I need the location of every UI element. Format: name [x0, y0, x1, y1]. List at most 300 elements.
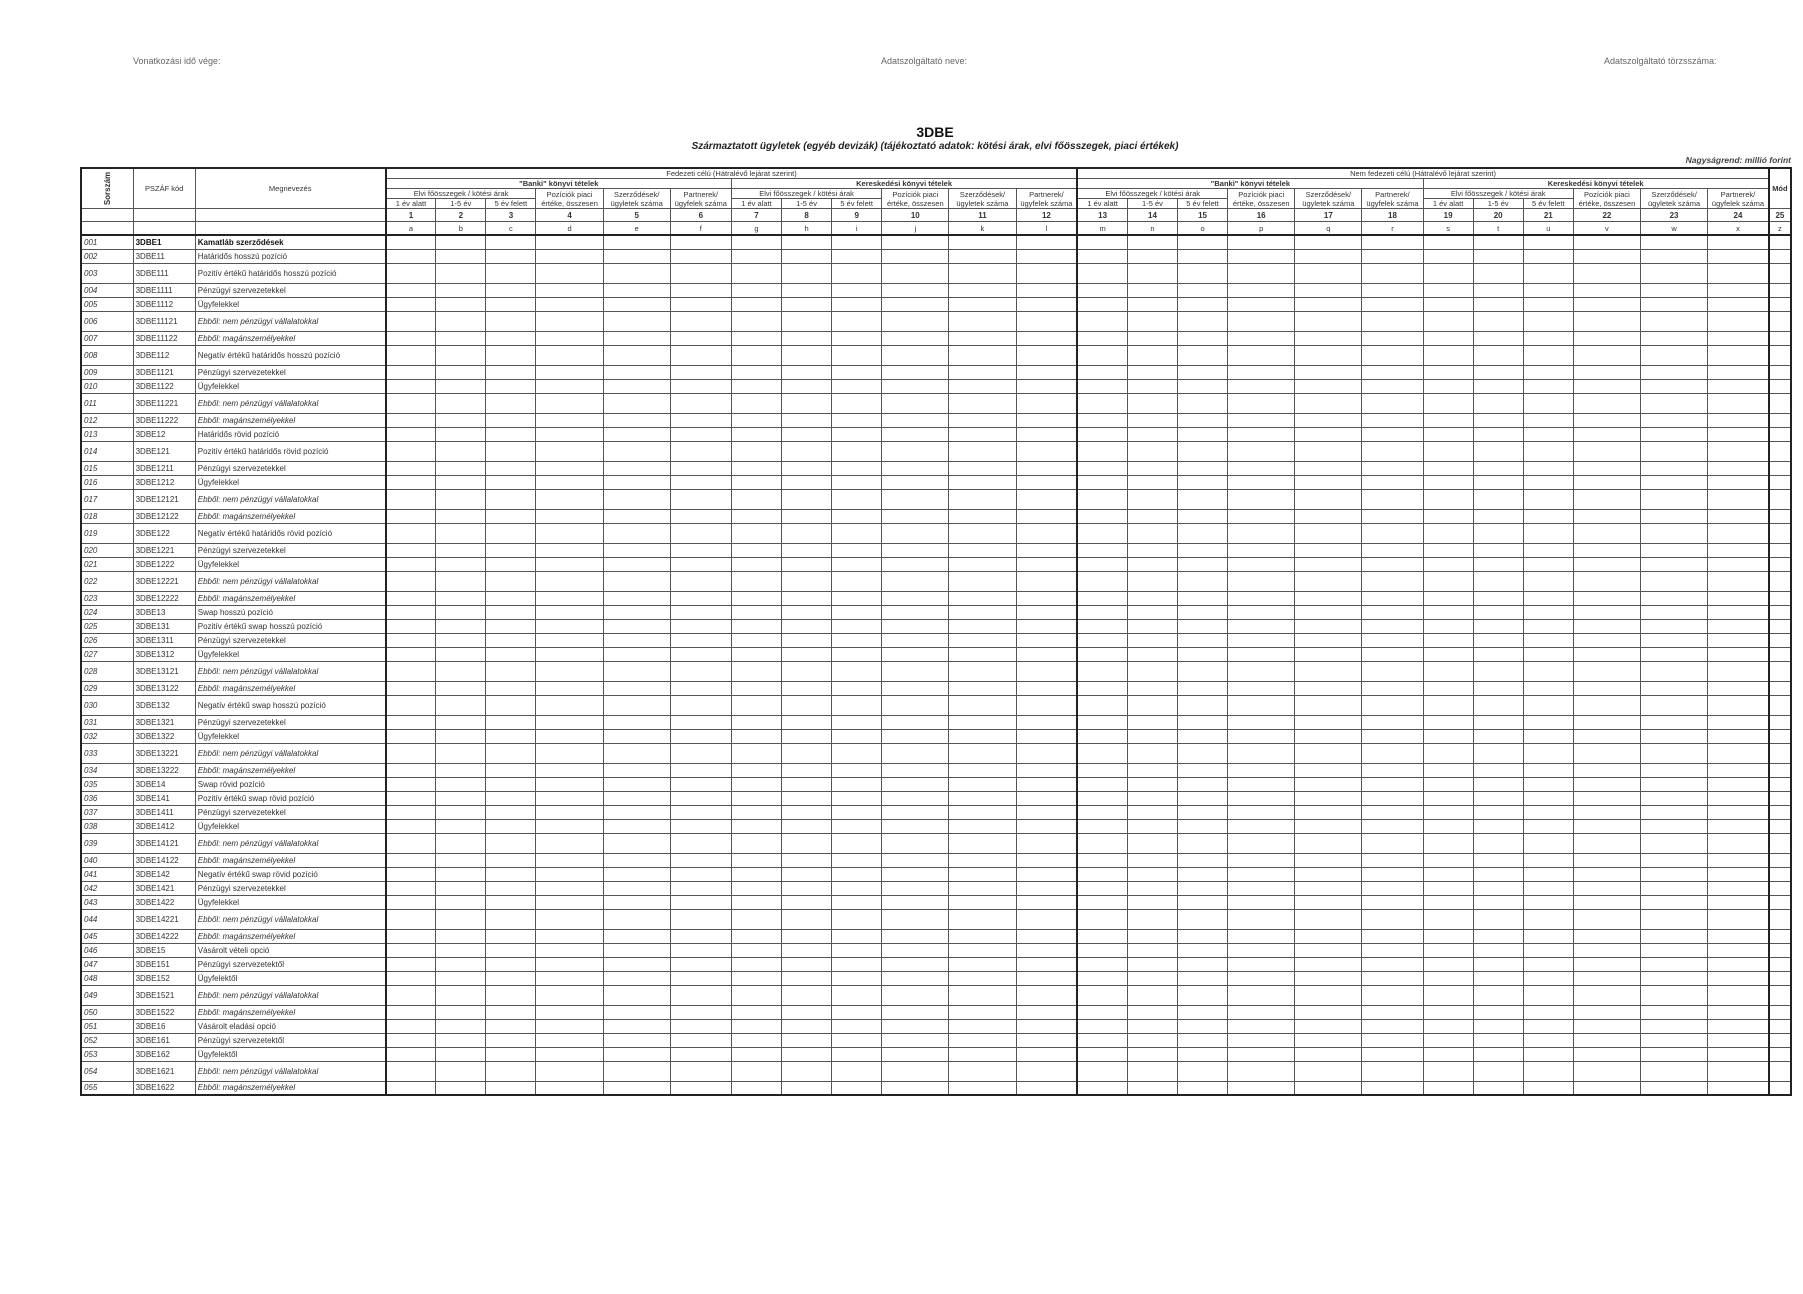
data-cell[interactable]	[1178, 489, 1228, 509]
data-cell[interactable]	[1178, 557, 1228, 571]
data-cell[interactable]	[731, 365, 781, 379]
data-cell[interactable]	[386, 1019, 436, 1033]
data-cell[interactable]	[1708, 957, 1769, 971]
data-cell[interactable]	[1473, 249, 1523, 263]
data-cell[interactable]	[536, 249, 603, 263]
data-cell[interactable]	[603, 543, 670, 557]
data-cell[interactable]	[670, 249, 731, 263]
data-cell[interactable]	[603, 681, 670, 695]
data-cell[interactable]	[1473, 729, 1523, 743]
data-cell[interactable]	[882, 413, 949, 427]
data-cell[interactable]	[1523, 249, 1573, 263]
data-cell[interactable]	[882, 393, 949, 413]
data-cell[interactable]	[882, 867, 949, 881]
data-cell[interactable]	[1641, 881, 1708, 895]
data-cell[interactable]	[949, 311, 1016, 331]
data-cell[interactable]	[436, 571, 486, 591]
data-cell[interactable]	[1423, 833, 1473, 853]
data-cell[interactable]	[1228, 895, 1295, 909]
data-cell[interactable]	[1523, 985, 1573, 1005]
data-cell[interactable]	[603, 763, 670, 777]
data-cell[interactable]	[1641, 763, 1708, 777]
data-cell[interactable]	[1228, 715, 1295, 729]
data-cell[interactable]	[1228, 881, 1295, 895]
data-cell[interactable]	[486, 1081, 536, 1095]
data-cell[interactable]	[603, 661, 670, 681]
data-cell[interactable]	[1473, 819, 1523, 833]
data-cell[interactable]	[1769, 661, 1791, 681]
data-cell[interactable]	[1641, 929, 1708, 943]
data-cell[interactable]	[1641, 647, 1708, 661]
data-cell[interactable]	[603, 365, 670, 379]
data-cell[interactable]	[949, 475, 1016, 489]
data-cell[interactable]	[782, 365, 832, 379]
data-cell[interactable]	[1178, 379, 1228, 393]
data-cell[interactable]	[536, 929, 603, 943]
data-cell[interactable]	[1708, 971, 1769, 985]
data-cell[interactable]	[1127, 1033, 1177, 1047]
data-cell[interactable]	[1423, 523, 1473, 543]
data-cell[interactable]	[536, 715, 603, 729]
data-cell[interactable]	[1295, 819, 1362, 833]
data-cell[interactable]	[386, 427, 436, 441]
data-cell[interactable]	[1473, 461, 1523, 475]
data-cell[interactable]	[731, 619, 781, 633]
data-cell[interactable]	[1708, 791, 1769, 805]
data-cell[interactable]	[1362, 619, 1423, 633]
data-cell[interactable]	[1127, 379, 1177, 393]
data-cell[interactable]	[1295, 763, 1362, 777]
data-cell[interactable]	[1573, 365, 1640, 379]
data-cell[interactable]	[670, 543, 731, 557]
data-cell[interactable]	[603, 1047, 670, 1061]
data-cell[interactable]	[1708, 263, 1769, 283]
data-cell[interactable]	[1423, 249, 1473, 263]
data-cell[interactable]	[1573, 441, 1640, 461]
data-cell[interactable]	[832, 661, 882, 681]
data-cell[interactable]	[1473, 633, 1523, 647]
data-cell[interactable]	[670, 523, 731, 543]
data-cell[interactable]	[1295, 661, 1362, 681]
data-cell[interactable]	[1641, 619, 1708, 633]
data-cell[interactable]	[782, 777, 832, 791]
data-cell[interactable]	[1523, 263, 1573, 283]
data-cell[interactable]	[1641, 489, 1708, 509]
data-cell[interactable]	[782, 633, 832, 647]
data-cell[interactable]	[1473, 557, 1523, 571]
data-cell[interactable]	[436, 235, 486, 249]
data-cell[interactable]	[1127, 263, 1177, 283]
data-cell[interactable]	[1423, 331, 1473, 345]
data-cell[interactable]	[536, 263, 603, 283]
data-cell[interactable]	[1362, 523, 1423, 543]
data-cell[interactable]	[949, 661, 1016, 681]
data-cell[interactable]	[1769, 791, 1791, 805]
data-cell[interactable]	[603, 441, 670, 461]
data-cell[interactable]	[1362, 867, 1423, 881]
data-cell[interactable]	[386, 461, 436, 475]
data-cell[interactable]	[1573, 985, 1640, 1005]
data-cell[interactable]	[949, 1047, 1016, 1061]
data-cell[interactable]	[1473, 805, 1523, 819]
data-cell[interactable]	[603, 461, 670, 475]
data-cell[interactable]	[1423, 619, 1473, 633]
data-cell[interactable]	[1127, 605, 1177, 619]
data-cell[interactable]	[603, 427, 670, 441]
data-cell[interactable]	[1295, 475, 1362, 489]
data-cell[interactable]	[1228, 867, 1295, 881]
data-cell[interactable]	[1295, 909, 1362, 929]
data-cell[interactable]	[832, 895, 882, 909]
data-cell[interactable]	[949, 633, 1016, 647]
data-cell[interactable]	[1016, 819, 1077, 833]
data-cell[interactable]	[1523, 777, 1573, 791]
data-cell[interactable]	[1473, 379, 1523, 393]
data-cell[interactable]	[1641, 297, 1708, 311]
data-cell[interactable]	[1641, 393, 1708, 413]
data-cell[interactable]	[603, 743, 670, 763]
data-cell[interactable]	[1127, 763, 1177, 777]
data-cell[interactable]	[670, 1081, 731, 1095]
data-cell[interactable]	[536, 805, 603, 819]
data-cell[interactable]	[1641, 311, 1708, 331]
data-cell[interactable]	[436, 249, 486, 263]
data-cell[interactable]	[386, 331, 436, 345]
data-cell[interactable]	[949, 365, 1016, 379]
data-cell[interactable]	[1641, 833, 1708, 853]
data-cell[interactable]	[486, 523, 536, 543]
data-cell[interactable]	[731, 661, 781, 681]
data-cell[interactable]	[1016, 833, 1077, 853]
data-cell[interactable]	[1127, 441, 1177, 461]
data-cell[interactable]	[1423, 943, 1473, 957]
data-cell[interactable]	[782, 461, 832, 475]
data-cell[interactable]	[782, 1081, 832, 1095]
data-cell[interactable]	[603, 297, 670, 311]
data-cell[interactable]	[436, 1081, 486, 1095]
data-cell[interactable]	[386, 1005, 436, 1019]
data-cell[interactable]	[1769, 605, 1791, 619]
data-cell[interactable]	[731, 853, 781, 867]
data-cell[interactable]	[832, 1019, 882, 1033]
data-cell[interactable]	[1295, 647, 1362, 661]
data-cell[interactable]	[1523, 393, 1573, 413]
data-cell[interactable]	[1362, 591, 1423, 605]
data-cell[interactable]	[882, 743, 949, 763]
data-cell[interactable]	[670, 413, 731, 427]
data-cell[interactable]	[832, 235, 882, 249]
data-cell[interactable]	[536, 661, 603, 681]
data-cell[interactable]	[1362, 729, 1423, 743]
data-cell[interactable]	[1473, 441, 1523, 461]
data-cell[interactable]	[882, 591, 949, 605]
data-cell[interactable]	[1473, 971, 1523, 985]
data-cell[interactable]	[1641, 1033, 1708, 1047]
data-cell[interactable]	[1016, 543, 1077, 557]
data-cell[interactable]	[1228, 331, 1295, 345]
data-cell[interactable]	[603, 345, 670, 365]
data-cell[interactable]	[1473, 331, 1523, 345]
data-cell[interactable]	[782, 297, 832, 311]
data-cell[interactable]	[436, 605, 486, 619]
data-cell[interactable]	[1423, 763, 1473, 777]
data-cell[interactable]	[1127, 985, 1177, 1005]
data-cell[interactable]	[882, 805, 949, 819]
data-cell[interactable]	[1077, 523, 1127, 543]
data-cell[interactable]	[782, 763, 832, 777]
data-cell[interactable]	[1641, 715, 1708, 729]
data-cell[interactable]	[1016, 805, 1077, 819]
data-cell[interactable]	[1573, 311, 1640, 331]
data-cell[interactable]	[436, 867, 486, 881]
data-cell[interactable]	[1473, 283, 1523, 297]
data-cell[interactable]	[731, 681, 781, 695]
data-cell[interactable]	[731, 441, 781, 461]
data-cell[interactable]	[1016, 489, 1077, 509]
data-cell[interactable]	[1523, 365, 1573, 379]
data-cell[interactable]	[1127, 1005, 1177, 1019]
data-cell[interactable]	[1178, 743, 1228, 763]
data-cell[interactable]	[1423, 853, 1473, 867]
data-cell[interactable]	[782, 619, 832, 633]
data-cell[interactable]	[603, 605, 670, 619]
data-cell[interactable]	[1127, 591, 1177, 605]
data-cell[interactable]	[1423, 1019, 1473, 1033]
data-cell[interactable]	[782, 379, 832, 393]
data-cell[interactable]	[782, 543, 832, 557]
data-cell[interactable]	[1178, 345, 1228, 365]
data-cell[interactable]	[1473, 605, 1523, 619]
data-cell[interactable]	[1362, 929, 1423, 943]
data-cell[interactable]	[386, 715, 436, 729]
data-cell[interactable]	[731, 489, 781, 509]
data-cell[interactable]	[1523, 413, 1573, 427]
data-cell[interactable]	[1016, 1047, 1077, 1061]
data-cell[interactable]	[536, 557, 603, 571]
data-cell[interactable]	[670, 263, 731, 283]
data-cell[interactable]	[1178, 283, 1228, 297]
data-cell[interactable]	[536, 543, 603, 557]
data-cell[interactable]	[1016, 777, 1077, 791]
data-cell[interactable]	[782, 441, 832, 461]
data-cell[interactable]	[1573, 1047, 1640, 1061]
data-cell[interactable]	[1127, 509, 1177, 523]
data-cell[interactable]	[386, 543, 436, 557]
data-cell[interactable]	[670, 1047, 731, 1061]
data-cell[interactable]	[782, 591, 832, 605]
data-cell[interactable]	[1708, 819, 1769, 833]
data-cell[interactable]	[1016, 475, 1077, 489]
data-cell[interactable]	[1178, 881, 1228, 895]
data-cell[interactable]	[1769, 681, 1791, 695]
data-cell[interactable]	[1769, 943, 1791, 957]
data-cell[interactable]	[670, 985, 731, 1005]
data-cell[interactable]	[1641, 605, 1708, 619]
data-cell[interactable]	[832, 297, 882, 311]
data-cell[interactable]	[486, 297, 536, 311]
data-cell[interactable]	[949, 695, 1016, 715]
data-cell[interactable]	[1641, 743, 1708, 763]
data-cell[interactable]	[1127, 523, 1177, 543]
data-cell[interactable]	[603, 1033, 670, 1047]
data-cell[interactable]	[1127, 557, 1177, 571]
data-cell[interactable]	[1016, 311, 1077, 331]
data-cell[interactable]	[782, 1061, 832, 1081]
data-cell[interactable]	[882, 331, 949, 345]
data-cell[interactable]	[1769, 805, 1791, 819]
data-cell[interactable]	[832, 619, 882, 633]
data-cell[interactable]	[731, 523, 781, 543]
data-cell[interactable]	[1228, 235, 1295, 249]
data-cell[interactable]	[731, 297, 781, 311]
data-cell[interactable]	[603, 853, 670, 867]
data-cell[interactable]	[536, 379, 603, 393]
data-cell[interactable]	[670, 619, 731, 633]
data-cell[interactable]	[882, 833, 949, 853]
data-cell[interactable]	[486, 489, 536, 509]
data-cell[interactable]	[832, 379, 882, 393]
data-cell[interactable]	[1295, 297, 1362, 311]
data-cell[interactable]	[603, 791, 670, 805]
data-cell[interactable]	[1295, 895, 1362, 909]
data-cell[interactable]	[1523, 647, 1573, 661]
data-cell[interactable]	[882, 619, 949, 633]
data-cell[interactable]	[1362, 647, 1423, 661]
data-cell[interactable]	[386, 413, 436, 427]
data-cell[interactable]	[1295, 777, 1362, 791]
data-cell[interactable]	[1178, 971, 1228, 985]
data-cell[interactable]	[832, 1033, 882, 1047]
data-cell[interactable]	[1178, 791, 1228, 805]
data-cell[interactable]	[1641, 345, 1708, 365]
data-cell[interactable]	[1769, 985, 1791, 1005]
data-cell[interactable]	[1016, 297, 1077, 311]
data-cell[interactable]	[1228, 571, 1295, 591]
data-cell[interactable]	[1228, 605, 1295, 619]
data-cell[interactable]	[882, 1047, 949, 1061]
data-cell[interactable]	[1127, 1081, 1177, 1095]
data-cell[interactable]	[670, 743, 731, 763]
data-cell[interactable]	[1178, 311, 1228, 331]
data-cell[interactable]	[1228, 647, 1295, 661]
data-cell[interactable]	[603, 695, 670, 715]
data-cell[interactable]	[949, 297, 1016, 311]
data-cell[interactable]	[1016, 853, 1077, 867]
data-cell[interactable]	[670, 331, 731, 345]
data-cell[interactable]	[1178, 929, 1228, 943]
data-cell[interactable]	[1127, 331, 1177, 345]
data-cell[interactable]	[1473, 509, 1523, 523]
data-cell[interactable]	[436, 1033, 486, 1047]
data-cell[interactable]	[882, 1033, 949, 1047]
data-cell[interactable]	[882, 1005, 949, 1019]
data-cell[interactable]	[536, 647, 603, 661]
data-cell[interactable]	[1423, 971, 1473, 985]
data-cell[interactable]	[1641, 441, 1708, 461]
data-cell[interactable]	[536, 591, 603, 605]
data-cell[interactable]	[731, 971, 781, 985]
data-cell[interactable]	[536, 509, 603, 523]
data-cell[interactable]	[1127, 283, 1177, 297]
data-cell[interactable]	[1228, 943, 1295, 957]
data-cell[interactable]	[882, 557, 949, 571]
data-cell[interactable]	[603, 591, 670, 605]
data-cell[interactable]	[832, 763, 882, 777]
data-cell[interactable]	[1573, 571, 1640, 591]
data-cell[interactable]	[1228, 681, 1295, 695]
data-cell[interactable]	[386, 929, 436, 943]
data-cell[interactable]	[1523, 461, 1573, 475]
data-cell[interactable]	[1077, 805, 1127, 819]
data-cell[interactable]	[1362, 819, 1423, 833]
data-cell[interactable]	[1362, 263, 1423, 283]
data-cell[interactable]	[1473, 743, 1523, 763]
data-cell[interactable]	[670, 929, 731, 943]
data-cell[interactable]	[1016, 633, 1077, 647]
data-cell[interactable]	[1295, 571, 1362, 591]
data-cell[interactable]	[670, 681, 731, 695]
data-cell[interactable]	[949, 1033, 1016, 1047]
data-cell[interactable]	[603, 1019, 670, 1033]
data-cell[interactable]	[1228, 365, 1295, 379]
data-cell[interactable]	[949, 1005, 1016, 1019]
data-cell[interactable]	[1473, 263, 1523, 283]
data-cell[interactable]	[436, 461, 486, 475]
data-cell[interactable]	[1708, 1033, 1769, 1047]
data-cell[interactable]	[1523, 633, 1573, 647]
data-cell[interactable]	[386, 729, 436, 743]
data-cell[interactable]	[1708, 475, 1769, 489]
data-cell[interactable]	[386, 763, 436, 777]
data-cell[interactable]	[1708, 605, 1769, 619]
data-cell[interactable]	[1362, 557, 1423, 571]
data-cell[interactable]	[436, 647, 486, 661]
data-cell[interactable]	[1077, 777, 1127, 791]
data-cell[interactable]	[1178, 867, 1228, 881]
data-cell[interactable]	[782, 393, 832, 413]
data-cell[interactable]	[731, 605, 781, 619]
data-cell[interactable]	[1708, 985, 1769, 1005]
data-cell[interactable]	[1423, 413, 1473, 427]
data-cell[interactable]	[1523, 763, 1573, 777]
data-cell[interactable]	[1573, 1019, 1640, 1033]
data-cell[interactable]	[832, 909, 882, 929]
data-cell[interactable]	[670, 805, 731, 819]
data-cell[interactable]	[731, 777, 781, 791]
data-cell[interactable]	[1228, 591, 1295, 605]
data-cell[interactable]	[1362, 1047, 1423, 1061]
data-cell[interactable]	[1127, 543, 1177, 557]
data-cell[interactable]	[832, 791, 882, 805]
data-cell[interactable]	[603, 819, 670, 833]
data-cell[interactable]	[670, 283, 731, 297]
data-cell[interactable]	[882, 881, 949, 895]
data-cell[interactable]	[1362, 331, 1423, 345]
data-cell[interactable]	[1228, 971, 1295, 985]
data-cell[interactable]	[1178, 647, 1228, 661]
data-cell[interactable]	[536, 365, 603, 379]
data-cell[interactable]	[603, 489, 670, 509]
data-cell[interactable]	[670, 695, 731, 715]
data-cell[interactable]	[1016, 523, 1077, 543]
data-cell[interactable]	[1573, 715, 1640, 729]
data-cell[interactable]	[1178, 805, 1228, 819]
data-cell[interactable]	[386, 249, 436, 263]
data-cell[interactable]	[1016, 509, 1077, 523]
data-cell[interactable]	[1708, 427, 1769, 441]
data-cell[interactable]	[1016, 681, 1077, 695]
data-cell[interactable]	[386, 985, 436, 1005]
